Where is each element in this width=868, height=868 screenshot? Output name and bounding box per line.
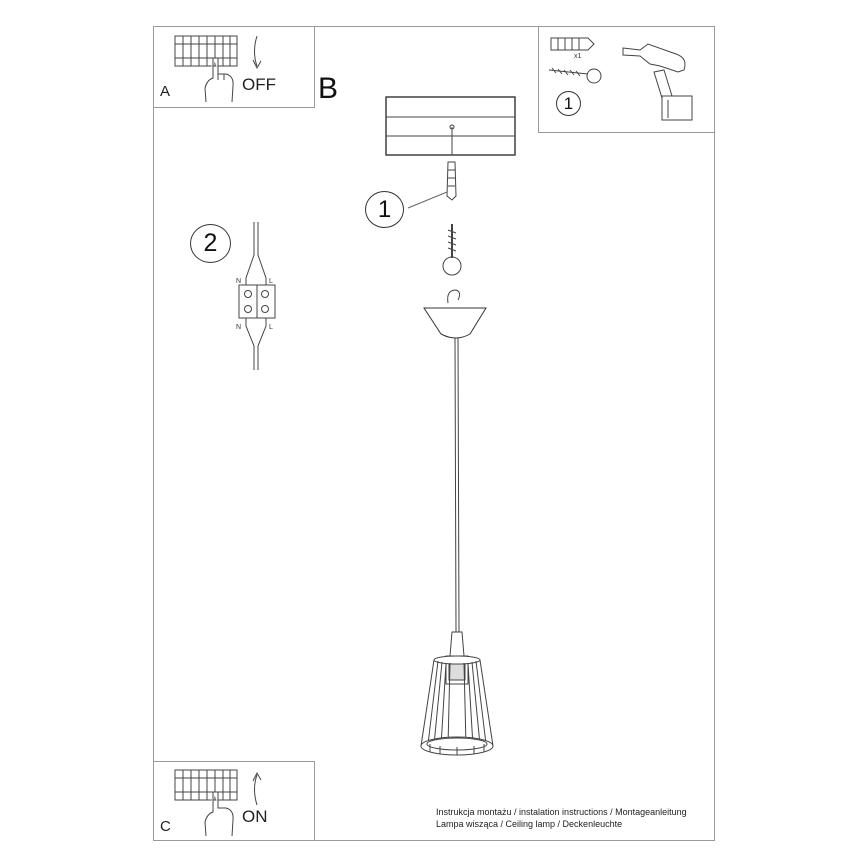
arrow-up-icon xyxy=(253,773,261,805)
breaker-box-icon-on xyxy=(175,770,237,800)
panel-c-letter: C xyxy=(160,818,171,835)
wire-l-top: L xyxy=(269,278,273,285)
wire-l-bottom: L xyxy=(269,324,273,331)
dowel-icon xyxy=(408,162,456,208)
step-one-number: 1 xyxy=(365,191,404,228)
ceiling-hook-icon xyxy=(443,224,461,275)
ceiling-block-icon xyxy=(386,97,515,155)
breaker-box-icon xyxy=(175,36,237,66)
step-two-number: 2 xyxy=(190,224,231,263)
canopy-icon xyxy=(424,290,486,338)
tools-step-number: 1 xyxy=(556,91,581,116)
panel-b-letter: B xyxy=(318,72,339,105)
panel-a-letter: A xyxy=(160,83,171,100)
footer-line-1: Instrukcja montażu / instalation instructions / Montageanleitung xyxy=(436,807,687,817)
footer xyxy=(436,806,687,830)
cable-line xyxy=(455,338,456,632)
wiring-diagram xyxy=(239,222,275,370)
hook-screw-icon xyxy=(549,68,601,83)
cable-line-2 xyxy=(458,338,459,632)
footer-line-2: Lampa wisząca / Ceiling lamp / Deckenleuchte xyxy=(436,819,623,829)
on-label: ON xyxy=(242,807,268,826)
wire-n-bottom: N xyxy=(236,324,242,331)
wall-plug-icon xyxy=(551,38,594,50)
arrow-down-icon xyxy=(253,36,261,68)
lamp-shade-icon xyxy=(421,632,493,755)
wire-n-top: N xyxy=(236,278,242,285)
off-label: OFF xyxy=(242,75,276,94)
quantity-label: x1 xyxy=(574,53,582,60)
drill-icon xyxy=(623,44,692,120)
